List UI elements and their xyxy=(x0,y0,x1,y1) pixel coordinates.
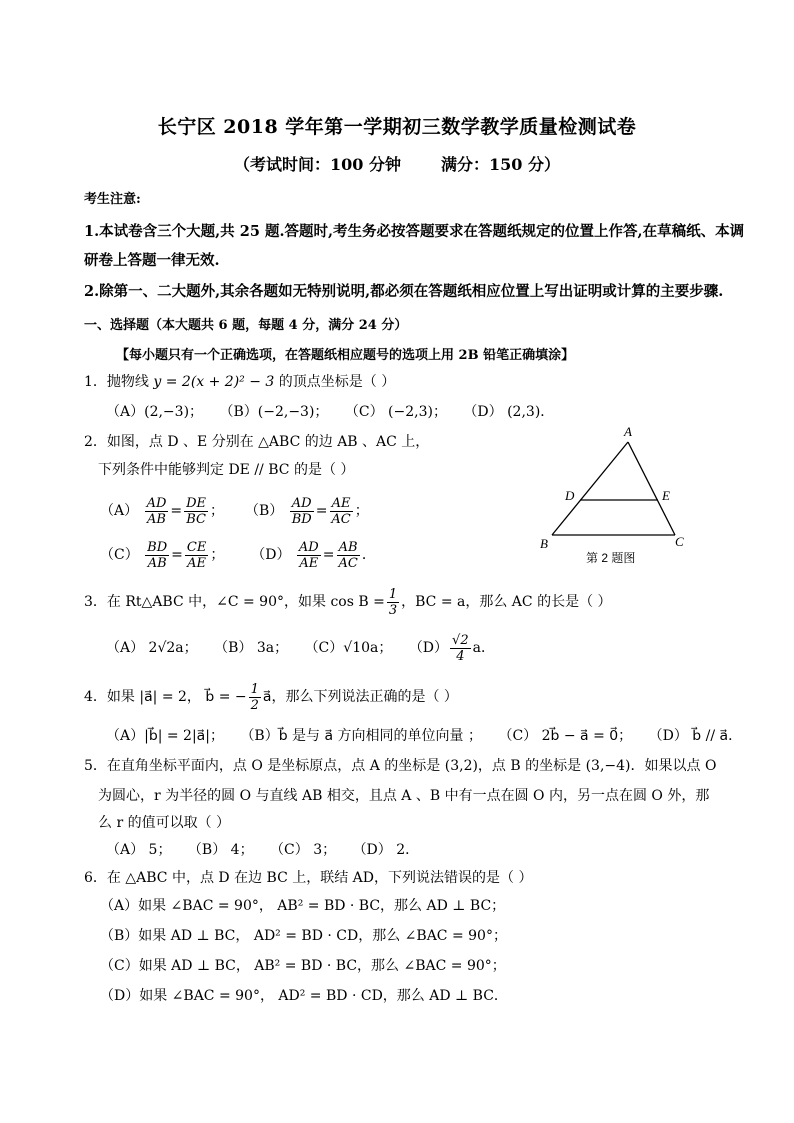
question-3-stem xyxy=(84,585,612,619)
q2-b-frac-1: $\frac{AD}{BD}$ xyxy=(291,495,312,527)
q2-option-b-label: （B） xyxy=(244,503,284,519)
q5-option-a[interactable]: （A） 5； xyxy=(106,842,172,858)
triangle-figure xyxy=(532,420,702,550)
question-5-options xyxy=(106,840,431,860)
q2-d-frac-2: $\frac{AB}{AC}$ xyxy=(338,539,358,571)
q6-option-c[interactable]: （C）如果 AD ⊥ BC， AB² = BD · BC，那么 ∠BAC = 90°； xyxy=(100,958,506,974)
q4-option-c[interactable]: （C） 2b⃗ − a⃗ = 0⃗； xyxy=(498,728,633,744)
question-5-line-1: 5．在直角坐标平面内，点 O 是坐标原点，点 A 的坐标是 (3,2)，点 B 的坐标是 (3,−4)．如果以点 O xyxy=(84,758,717,774)
q1-formula: y = 2(x + 2)² − 3 xyxy=(153,374,275,390)
label-b: B xyxy=(540,536,548,550)
q2-option-d[interactable]: （D） $\frac{AD}{AE}$ = $\frac{AB}{AC}$ ． xyxy=(251,539,376,571)
question-5-line-3: 么 r 的值可以取（ ） xyxy=(98,815,231,831)
question-5-line-2: 为圆心，r 为半径的圆 O 与直线 AB 相交，且点 A 、B 中有一点在圆 O 内，另一点在圆 O 外，那 xyxy=(98,788,710,804)
notice-item-1-line-1: 1.本试卷含三个大题,共 25 题.答题时,考生务必按答题要求在答题纸规定的位置上作答,在草稿纸、本调 xyxy=(84,223,745,240)
question-4-options xyxy=(106,726,754,746)
q2-c-frac-2: $\frac{CE}{AE}$ xyxy=(186,539,207,571)
q4-frac: $\frac{1}{2}$ xyxy=(250,681,259,713)
q2-options-row-2 xyxy=(100,538,376,572)
q4-option-a[interactable]: （A）|b⃗| = 2|a⃗|； xyxy=(106,728,224,744)
figure-caption: 第 2 题图 xyxy=(586,551,636,565)
question-1-options xyxy=(106,402,566,422)
q5-option-d[interactable]: （D） 2． xyxy=(352,842,420,858)
label-d: D xyxy=(565,488,575,503)
q3-stem-a: 3．在 Rt△ABC 中，∠C = 90°，如果 cos B = xyxy=(84,594,385,610)
q2-c-frac-1: $\frac{BD}{AB}$ xyxy=(147,539,168,571)
question-2-line-1: 2．如图，点 D 、E 分别在 △ABC 的边 AB 、AC 上， xyxy=(84,434,430,450)
q3-option-b[interactable]: （B） 3a； xyxy=(214,640,289,656)
label-e: E xyxy=(662,488,670,503)
q4-stem-c: a⃗，那么下列说法正确的是（ ） xyxy=(262,689,458,705)
q1-option-d[interactable]: （D） (2,3)． xyxy=(463,404,555,420)
exam-info xyxy=(0,152,794,175)
q4-option-d[interactable]: （D） b⃗ // a⃗． xyxy=(648,728,743,744)
q1-option-c[interactable]: （C） (−2,3)； xyxy=(344,404,447,420)
q3-option-d[interactable] xyxy=(409,631,495,665)
q3-option-a[interactable]: （A） 2√2a； xyxy=(106,640,198,656)
q5-option-c[interactable]: （C） 3； xyxy=(270,842,337,858)
question-2-line-2: 下列条件中能够判定 DE // BC 的是（ ） xyxy=(98,462,355,478)
q2-option-c[interactable]: （C） $\frac{BD}{AB}$ = $\frac{CE}{AE}$ ； xyxy=(100,539,229,571)
q3-option-c[interactable]: （C）√10a； xyxy=(304,640,393,656)
notice-heading: 考生注意: xyxy=(84,192,141,207)
q2-option-a[interactable]: （A） $\frac{AD}{AB}$ = $\frac{DE}{BC}$ ； xyxy=(100,495,229,527)
question-6-stem: 6．在 △ABC 中，点 D 在边 BC 上，联结 AD，下列说法错误的是（ ） xyxy=(84,870,533,886)
q2-options-row-1 xyxy=(100,494,369,528)
q2-a-frac-1: $\frac{AD}{AB}$ xyxy=(146,495,167,527)
q3-d-frac: $\frac{√2}{4}$ xyxy=(452,632,469,664)
q2-option-d-label: （D） xyxy=(251,547,291,563)
q1-option-b[interactable]: （B）(−2,−3)； xyxy=(219,404,329,420)
q4-option-b[interactable]: （B）b⃗ 是与 a⃗ 方向相同的单位向量 ； xyxy=(240,728,482,744)
q1-option-a[interactable]: （A）(2,−3)； xyxy=(106,404,204,420)
edge-ab xyxy=(552,442,628,535)
q2-option-a-label: （A） xyxy=(100,503,139,519)
question-1-stem xyxy=(84,372,395,392)
page-title: 长宁区 2018 学年第一学期初三数学教学质量检测试卷 xyxy=(157,116,637,138)
q3-option-d-label: （D） xyxy=(408,640,449,656)
section-1-heading: 一、选择题（本大题共 6 题，每题 4 分，满分 24 分） xyxy=(84,318,408,333)
q5-option-b[interactable]: （B） 4； xyxy=(187,842,254,858)
q6-option-a[interactable]: （A）如果 ∠BAC = 90°， AB² = BD · BC，那么 AD ⊥ BC； xyxy=(100,898,506,914)
q6-option-d[interactable]: （D）如果 ∠BAC = 90°， AD² = BD · CD，那么 AD ⊥ BC． xyxy=(100,988,508,1004)
q2-option-b[interactable]: （B） $\frac{AD}{BD}$ = $\frac{AE}{AC}$ ； xyxy=(244,495,369,527)
q1-stem-b: 的顶点坐标是（ ） xyxy=(278,374,396,390)
exam-time: （考试时间：100 分钟 xyxy=(234,155,401,174)
q3-frac: $\frac{1}{3}$ xyxy=(388,586,398,618)
q2-d-frac-1: $\frac{AD}{AE}$ xyxy=(298,539,319,571)
section-1-instruction: 【每小题只有一个正确选项，在答题纸相应题号的选项上用 2B 铅笔正确填涂】 xyxy=(116,348,575,363)
exam-score: 满分：150 分） xyxy=(441,155,560,174)
q6-option-b[interactable]: （B）如果 AD ⊥ BC， AD² = BD · CD，那么 ∠BAC = 90°； xyxy=(100,928,507,944)
q2-a-frac-2: $\frac{DE}{BC}$ xyxy=(186,495,207,527)
question-3-options xyxy=(106,631,507,665)
q4-stem-b: b⃗ = − xyxy=(205,689,247,705)
label-c: C xyxy=(675,534,684,549)
notice-item-2: 2.除第一、二大题外,其余各题如无特别说明,都必须在答题纸相应位置上写出证明或计算的主要步骤. xyxy=(84,283,724,300)
q2-b-frac-2: $\frac{AE}{AC}$ xyxy=(331,495,351,527)
q4-stem-a: 4．如果 |a⃗| = 2， xyxy=(84,689,201,705)
q3-stem-b: ，BC = a，那么 AC 的长是（ ） xyxy=(401,594,612,610)
notice-item-1-line-2: 研卷上答题一律无效. xyxy=(84,252,220,269)
question-4-stem xyxy=(84,680,458,714)
q2-option-c-label: （C） xyxy=(100,547,139,563)
label-a: A xyxy=(624,424,632,439)
q3-option-d-tail: a． xyxy=(472,640,495,656)
q1-stem-a: 1．抛物线 xyxy=(84,374,149,390)
